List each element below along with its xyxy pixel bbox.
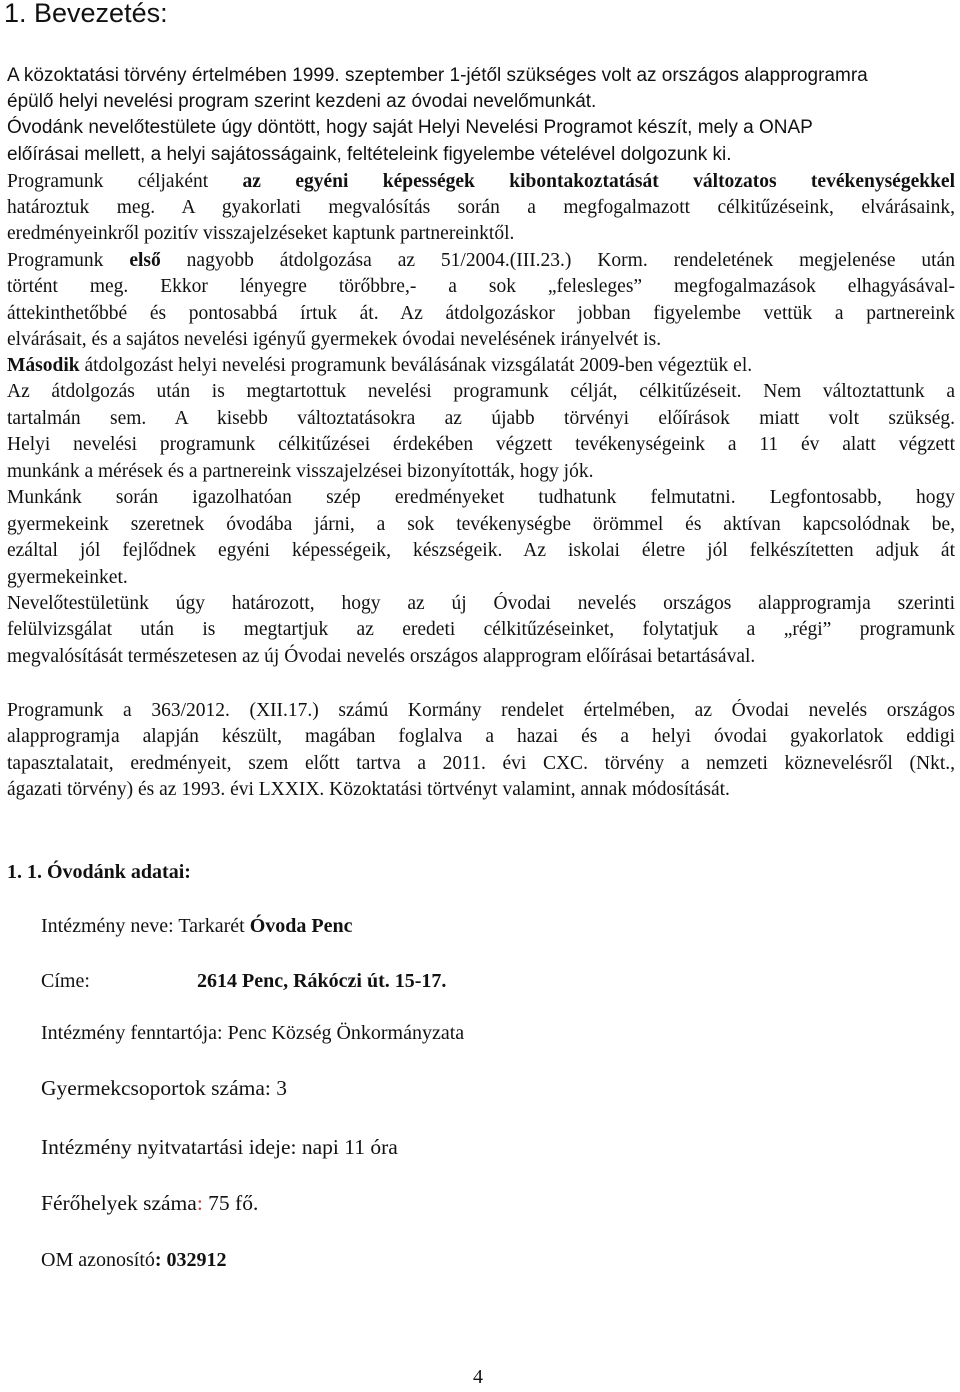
value: : 032912: [154, 1249, 227, 1271]
paragraph-line: történt meg. Ekkor lényegre törőbbre,- a sok „felesleges” megfogalmazások elhagyásával-: [7, 276, 955, 297]
paragraph-line: tartalmán sem. A kisebb változtatásokra az újabb törvényi előírások miatt volt szükség.: [7, 408, 955, 429]
label: OM azonosító: [41, 1249, 155, 1271]
address-value: 2614 Penc, Rákóczi út. 15-17.: [197, 970, 447, 992]
paragraph-line: [7, 249, 955, 273]
label: Intézmény neve: Tarkarét: [41, 915, 250, 937]
text: átdolgozást helyi nevelési programunk beválásának vizsgálatát 2009-ben végeztük el.: [79, 355, 753, 376]
maintainer: Intézmény fenntartója: Penc Község Önkormányzata: [41, 1022, 465, 1044]
colon: :: [196, 1191, 203, 1215]
bold-text: az egyéni képességek kibontakoztatását változatos tevékenységekkel: [242, 171, 955, 192]
text: Programunk céljaként: [7, 171, 243, 192]
paragraph-line: Programunk a 363/2012. (XII.17.) számú Kormány rendelet értelmében, az Óvodai nevelés országos: [7, 700, 955, 721]
paragraph-line: megvalósítását természetesen az új Óvodai nevelés országos alapprogram előírásai betartásával.: [7, 646, 756, 667]
group-count: Gyermekcsoportok száma: 3: [41, 1076, 287, 1100]
paragraph-line: Az átdolgozás után is megtartottuk nevelési programunk célját, célkitűzéseit. Nem változtattunk a: [7, 381, 955, 402]
value: Óvoda Penc: [249, 915, 353, 937]
paragraph-line: Nevelőtestületünk úgy határozott, hogy az új Óvodai nevelés országos alapprogramja szerinti: [7, 593, 955, 614]
value: 75 fő.: [202, 1191, 259, 1215]
intro-line: előírásai mellett, a helyi sajátosságaink, feltételeink figyelembe vételével dolgozunk ki.: [7, 144, 732, 165]
text: nagyobb átdolgozása az 51/2004.(III.23.) Korm. rendeletének megjelenése után: [160, 250, 955, 271]
paragraph-line: Helyi nevelési programunk célkitűzései érdekében végzett tevékenységeink a 11 év alatt végzett: [7, 434, 955, 455]
paragraph-line: [7, 170, 955, 194]
intro-line: épülő helyi nevelési program szerint kezdeni az óvodai nevelőmunkát.: [7, 91, 597, 112]
paragraph-line: [7, 354, 955, 378]
intro-line: Óvodánk nevelőtestülete úgy döntött, hogy saját Helyi Nevelési Programot készít, mely a ONAP: [7, 117, 813, 138]
paragraph-line: ágazati törvény) és az 1993. évi LXXIX. Közoktatási törtvényt valamint, annak módosítását.: [7, 779, 730, 800]
capacity: [41, 1191, 258, 1216]
paragraph-line: tapasztalatait, eredményeit, szem előtt tartva a 2011. évi CXC. törvény a nemzeti köznevelésről (Nkt.,: [7, 753, 955, 774]
paragraph-line: gyermekeink szeretnek óvodába járni, a sok tevékenységbe örömmel és aktívan kapcsolódnak be,: [7, 514, 955, 535]
paragraph-line: áttekinthetőbbé és pontosabbá írtuk át. Az átdolgozáskor jobban figyelembe vettük a partnereink: [7, 303, 955, 324]
paragraph-line: Munkánk során igazolhatóan szép eredményeket tudhatunk felmutatni. Legfontosabb, hogy: [7, 487, 955, 508]
address-label: Címe:: [41, 970, 90, 992]
section-heading: 1. 1. Óvodánk adatai:: [7, 861, 191, 883]
opening-hours: Intézmény nyitvatartási ideje: napi 11 óra: [41, 1135, 398, 1159]
om-identifier: [41, 1249, 227, 1272]
paragraph-line: felülvizsgálat után is megtartjuk az eredeti célkitűzéseinket, folytatjuk a „régi” programunk: [7, 619, 955, 640]
paragraph-line: eredményeinkről pozitív visszajelzéseket kaptunk partnereinktől.: [7, 223, 515, 244]
paragraph-line: gyermekeinket.: [7, 567, 128, 588]
page-number: 4: [473, 1366, 483, 1388]
paragraph-line: határoztuk meg. A gyakorlati megvalósítás során a megfogalmazott célkitűzéseink, elvárásaink,: [7, 197, 955, 218]
bold-text: első: [129, 250, 161, 271]
institution-name: [41, 915, 352, 938]
intro-line: A közoktatási törvény értelmében 1999. szeptember 1-jétől szükséges volt az országos alapprogramra: [7, 65, 868, 86]
text: Programunk: [7, 250, 130, 271]
bold-text: Második: [7, 355, 80, 376]
paragraph-line: ezáltal jól fejlődnek egyéni képességeik, készségeik. Az iskolai életre jól felkészítetten adjuk át: [7, 540, 955, 561]
label: Férőhelyek száma: [41, 1191, 197, 1215]
paragraph-line: elvárásait, és a sajátos nevelési igényű gyermekek óvodai nevelésének irányelvét is.: [7, 329, 662, 350]
paragraph-line: munkánk a mérések és a partnereink visszajelzései bizonyították, hogy jók.: [7, 461, 594, 482]
paragraph-line: alapprogramja alapján készült, magában foglalva a hazai és a helyi óvodai gyakorlatok eddigi: [7, 726, 955, 747]
heading: 1. Bevezetés:: [4, 0, 168, 28]
